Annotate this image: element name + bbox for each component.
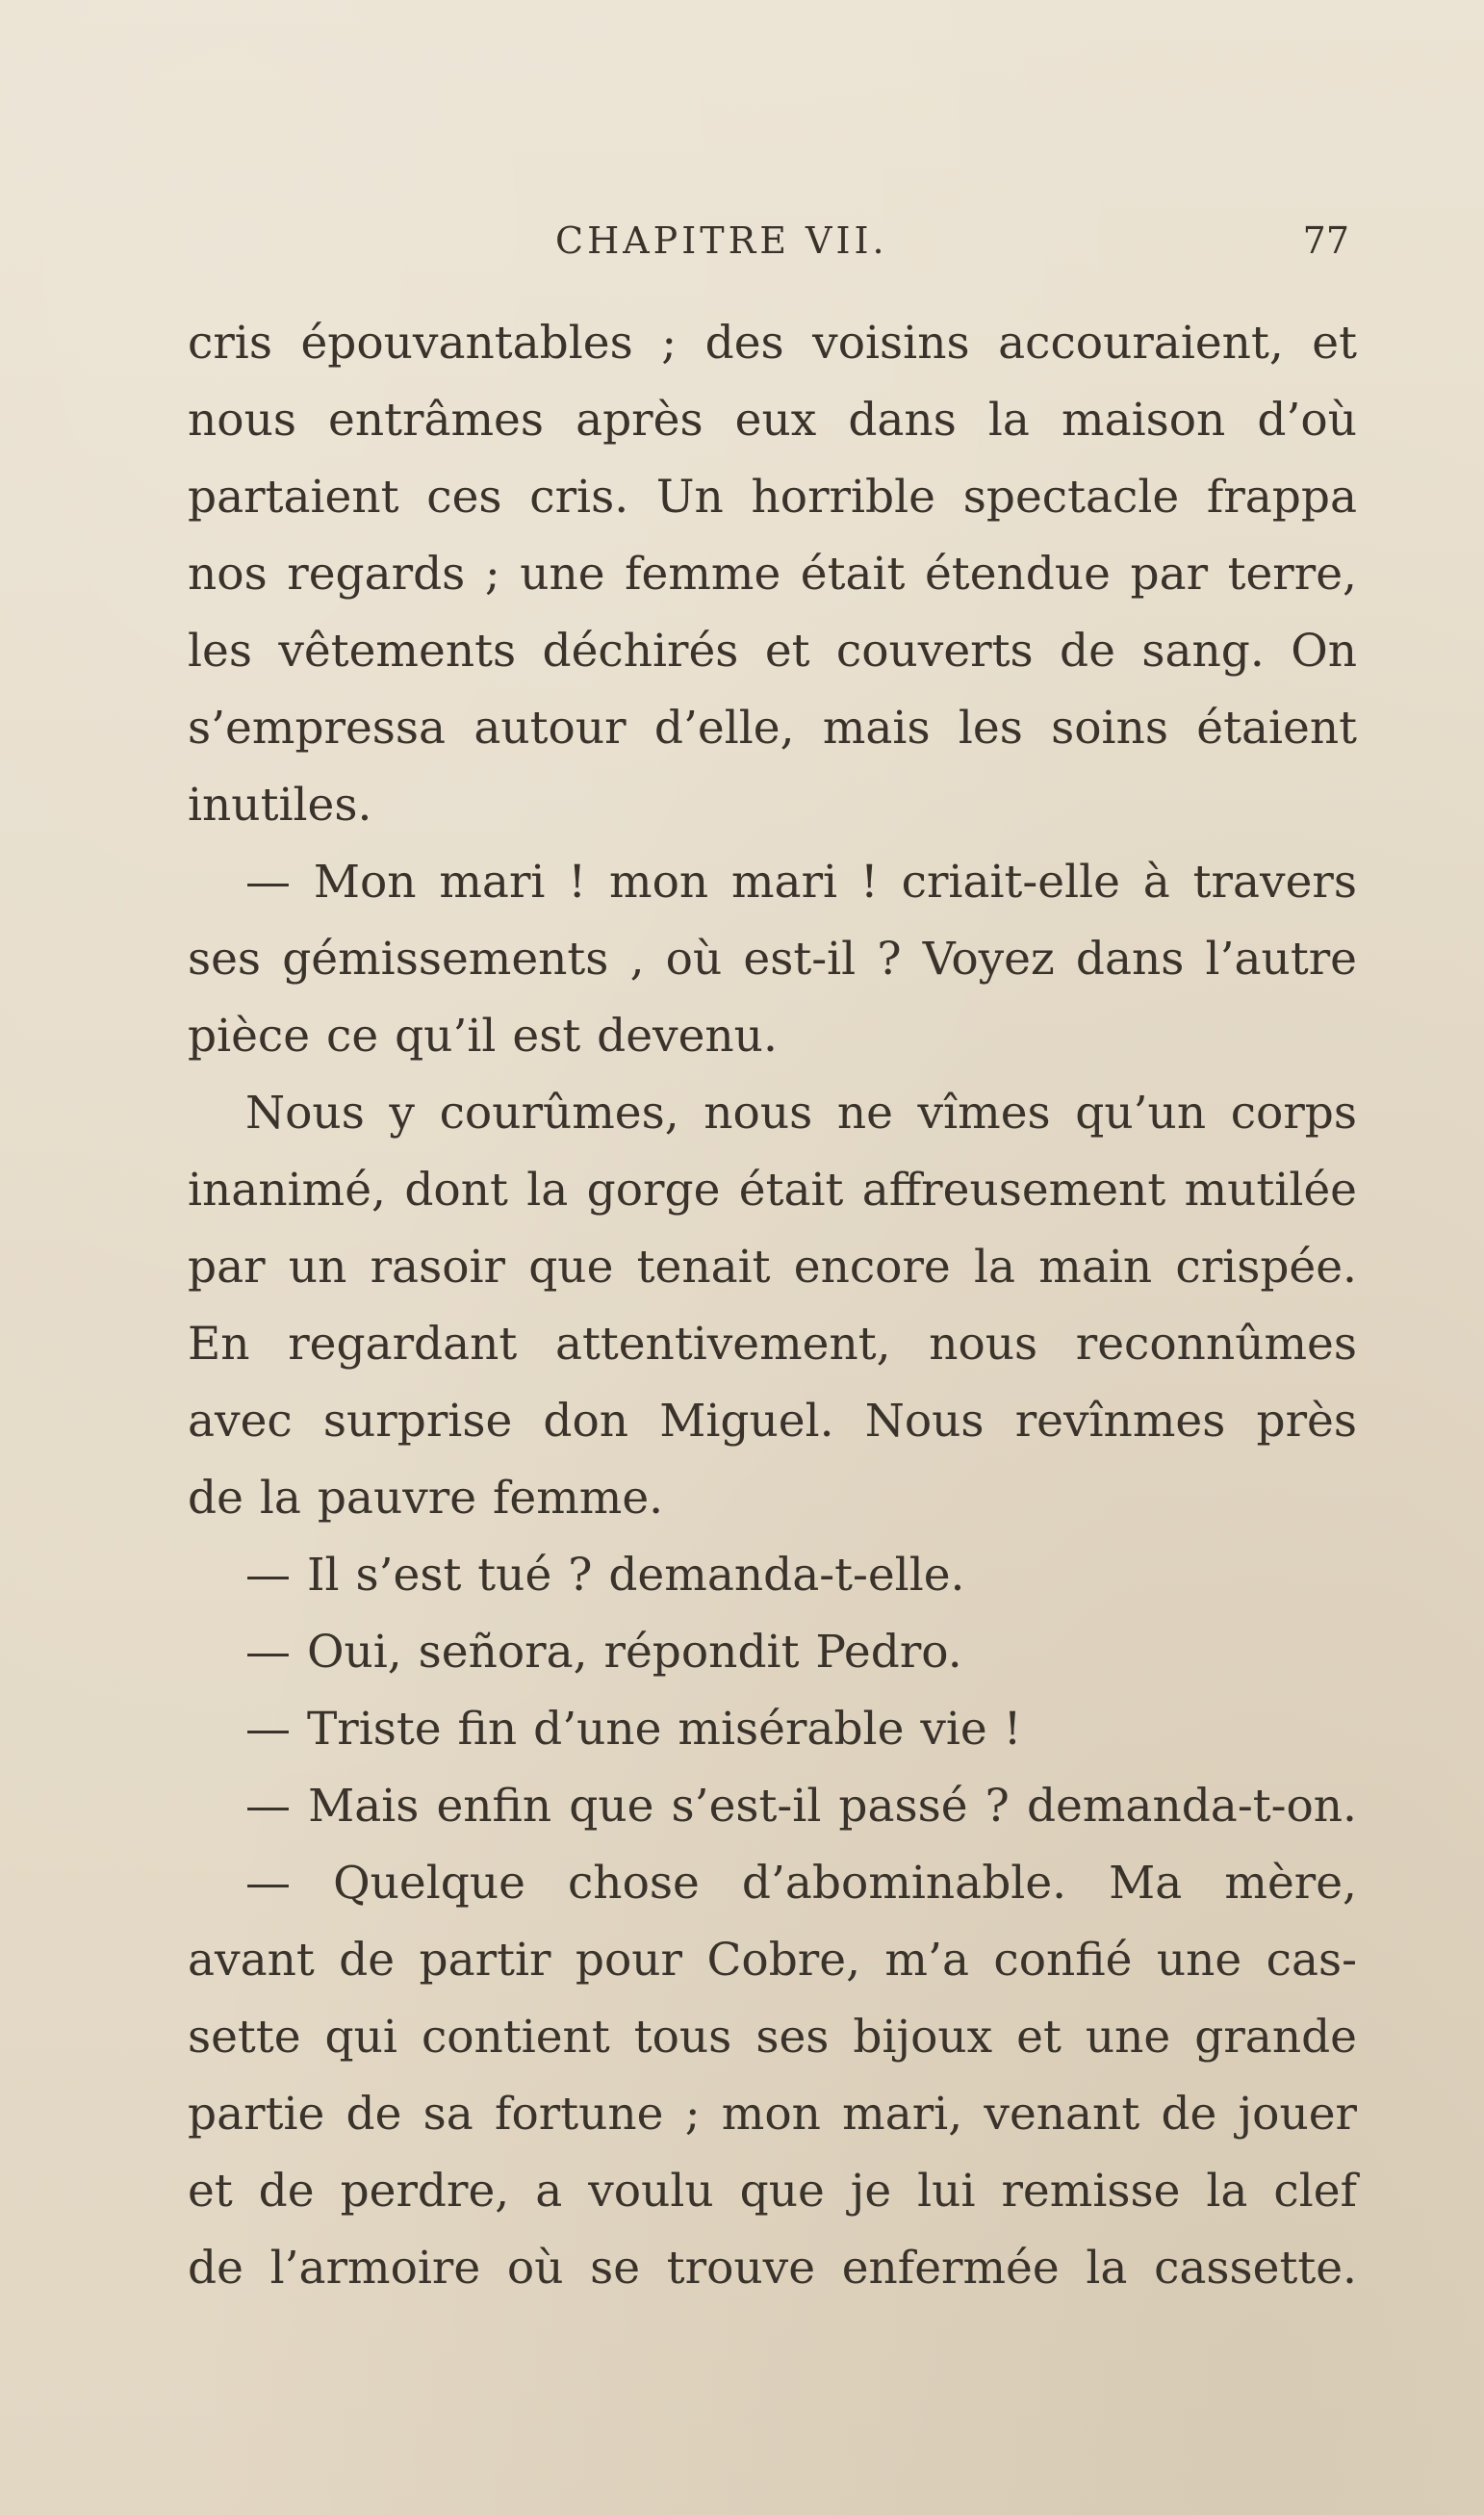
page-number: 77 xyxy=(1302,219,1349,262)
text-line: — Il s’est tué ? demanda-t-elle. xyxy=(245,1549,965,1602)
text-line: ses gémissements , où est-il ? Voyez dans l’autre xyxy=(188,933,1357,986)
text-line: inutiles. xyxy=(188,779,372,832)
text-line: nous entrâmes après eux dans la maison d’où xyxy=(188,394,1357,447)
text-line: — Mais enfin que s’est-il passé ? demanda-t-on. xyxy=(245,1780,1357,1833)
page-header xyxy=(188,219,1349,277)
text-line: — Triste fin d’une misérable vie ! xyxy=(245,1703,1022,1756)
text-line: et de perdre, a voulu que je lui remisse la clef xyxy=(188,2165,1357,2218)
text-line: avant de partir pour Cobre, m’a confié une cas- xyxy=(188,1934,1357,1987)
text-line: s’empressa autour d’elle, mais les soins étaient xyxy=(188,702,1357,755)
text-line: Nous y courûmes, nous ne vîmes qu’un corps xyxy=(245,1087,1357,1140)
text-line: de l’armoire où se trouve enfermée la cassette. xyxy=(188,2242,1357,2295)
body-text xyxy=(188,305,1357,2307)
text-line: par un rasoir que tenait encore la main crispée. xyxy=(188,1241,1357,1294)
text-line: — Quelque chose d’abominable. Ma mère, xyxy=(245,1857,1357,1910)
text-line: avec surprise don Miguel. Nous revînmes près xyxy=(188,1395,1357,1448)
text-line: les vêtements déchirés et couverts de sang. On xyxy=(188,625,1357,678)
text-line: partaient ces cris. Un horrible spectacle frappa xyxy=(188,471,1357,524)
text-line: pièce ce qu’il est devenu. xyxy=(188,1010,778,1063)
text-line: nos regards ; une femme était étendue par terre, xyxy=(188,548,1357,601)
text-line: inanimé, dont la gorge était affreusement mutilée xyxy=(188,1164,1357,1217)
text-line: En regardant attentivement, nous reconnûmes xyxy=(188,1318,1357,1371)
text-line: — Oui, señora, répondit Pedro. xyxy=(245,1626,962,1679)
running-head: CHAPITRE VII. xyxy=(555,219,888,262)
text-line: sette qui contient tous ses bijoux et une grande xyxy=(188,2011,1357,2064)
text-line: partie de sa fortune ; mon mari, venant de jouer xyxy=(188,2088,1357,2141)
text-line: cris épouvantables ; des voisins accouraient, et xyxy=(188,317,1357,370)
text-line: — Mon mari ! mon mari ! criait-elle à travers xyxy=(245,856,1357,909)
text-line: de la pauvre femme. xyxy=(188,1472,664,1525)
